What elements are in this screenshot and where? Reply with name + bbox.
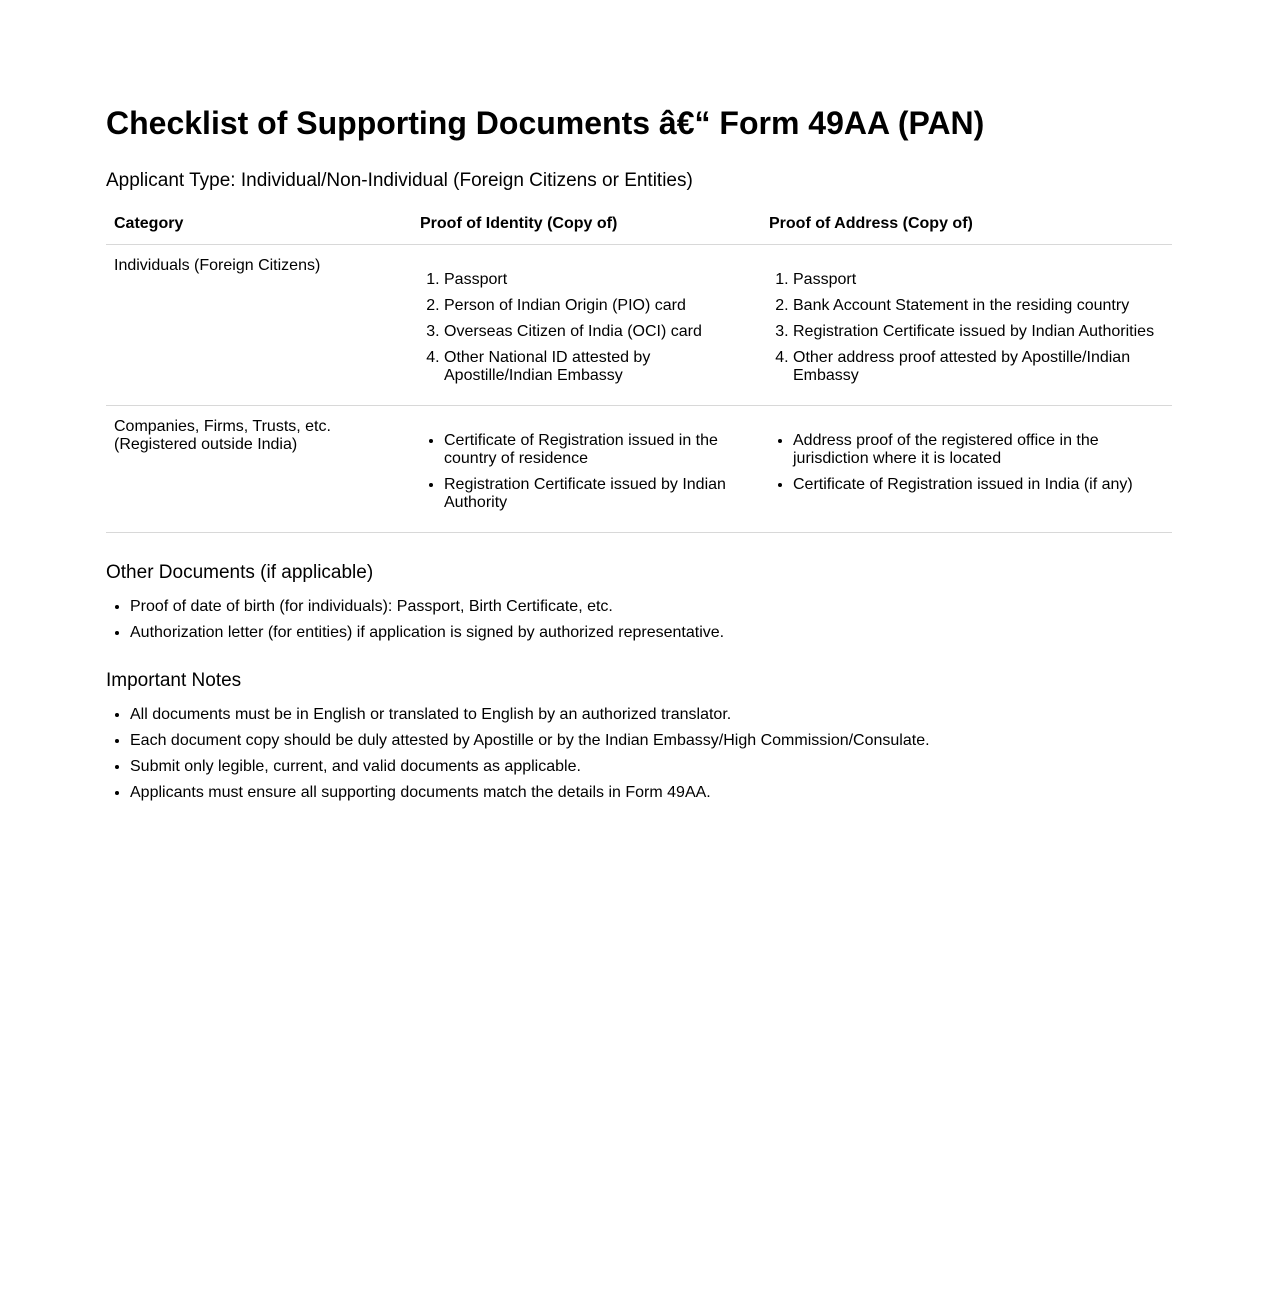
address-cell bbox=[761, 245, 1172, 406]
list-item: 3. Overseas Citizen of India (OCI) card bbox=[444, 323, 753, 341]
table-row bbox=[106, 406, 1172, 533]
category-cell: Companies, Firms, Trusts, etc. (Registered outside India) bbox=[106, 406, 412, 533]
applicant-type: Applicant Type: Individual/Non-Individual (Foreign Citizens or Entities) bbox=[106, 170, 693, 191]
other-documents-list bbox=[106, 598, 1170, 650]
list-item: • Authorization letter (for entities) if application is signed by authorized representative. bbox=[130, 624, 1170, 642]
category-cell: Individuals (Foreign Citizens) bbox=[106, 245, 412, 406]
list-item: 2. Bank Account Statement in the residing country bbox=[793, 297, 1164, 315]
list-item: • Applicants must ensure all supporting documents match the details in Form 49AA. bbox=[130, 784, 1170, 802]
list-item: • All documents must be in English or translated to English by an authorized translator. bbox=[130, 706, 1170, 724]
important-notes-list bbox=[106, 706, 1170, 810]
list-item: • Each document copy should be duly attested by Apostille or by the Indian Embassy/High Commission/Consulate. bbox=[130, 732, 1170, 750]
list-item: 4. Other National ID attested by Apostille/Indian Embassy bbox=[444, 349, 753, 385]
identity-list bbox=[420, 271, 753, 385]
identity-cell bbox=[412, 406, 761, 533]
address-list bbox=[769, 432, 1164, 494]
table-row bbox=[106, 245, 1172, 406]
identity-cell bbox=[412, 245, 761, 406]
list-item: 1. Passport bbox=[793, 271, 1164, 289]
other-documents-title: Other Documents (if applicable) bbox=[106, 562, 374, 583]
list-item: • Certificate of Registration issued in the country of residence bbox=[444, 432, 753, 468]
table-header-row bbox=[106, 205, 1172, 245]
list-item: • Registration Certificate issued by Indian Authority bbox=[444, 476, 753, 512]
header-identity: Proof of Identity (Copy of) bbox=[412, 205, 761, 245]
list-item: 3. Registration Certificate issued by Indian Authorities bbox=[793, 323, 1164, 341]
documents-table bbox=[106, 205, 1172, 533]
list-item: 2. Person of Indian Origin (PIO) card bbox=[444, 297, 753, 315]
list-item: • Certificate of Registration issued in India (if any) bbox=[793, 476, 1164, 494]
list-item: • Submit only legible, current, and valid documents as applicable. bbox=[130, 758, 1170, 776]
address-list bbox=[769, 271, 1164, 385]
header-address: Proof of Address (Copy of) bbox=[761, 205, 1172, 245]
important-notes-title: Important Notes bbox=[106, 670, 242, 691]
page-title: Checklist of Supporting Documents â€“ Form 49AA (PAN) bbox=[106, 105, 985, 141]
header-category: Category bbox=[106, 205, 412, 245]
identity-list bbox=[420, 432, 753, 512]
list-item: • Address proof of the registered office in the jurisdiction where it is located bbox=[793, 432, 1164, 468]
list-item: • Proof of date of birth (for individuals): Passport, Birth Certificate, etc. bbox=[130, 598, 1170, 616]
list-item: 1. Passport bbox=[444, 271, 753, 289]
address-cell bbox=[761, 406, 1172, 533]
list-item: 4. Other address proof attested by Apostille/Indian Embassy bbox=[793, 349, 1164, 385]
